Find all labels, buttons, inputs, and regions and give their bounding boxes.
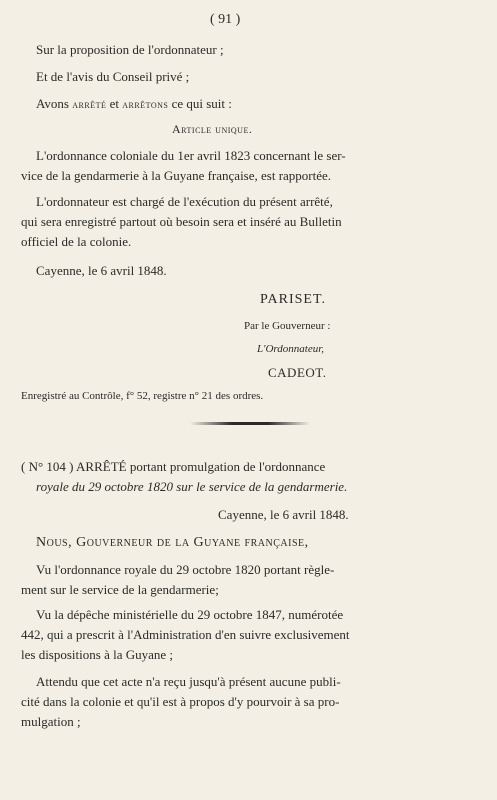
page-number: ( 91 ) — [210, 12, 241, 27]
text-line: ment sur le service de la gendarmerie; — [21, 582, 219, 597]
text-line: officiel de la colonie. — [21, 234, 132, 249]
signer-name: PARISET. — [260, 292, 326, 307]
text-line: L'ordonnateur est chargé de l'exécution du présent arrêté, — [36, 194, 333, 209]
text: arrêtons — [122, 99, 169, 111]
text-line: Vu la dépêche ministérielle du 29 octobre 1847, numérotée — [36, 607, 344, 622]
text-line: qui sera enregistré partout où besoin sera et inséré au Bulletin — [21, 214, 342, 229]
cadeot-signature: CADEOT. — [268, 365, 327, 380]
text-line: Sur la proposition de l'ordonnateur ; — [36, 42, 224, 57]
text-line: 442, qui a prescrit à l'Administration d'en suivre exclusivement — [21, 627, 350, 642]
section-divider — [190, 422, 310, 425]
nous-line: Nous, Gouverneur de la Guyane française, — [36, 535, 309, 550]
section-heading: ( N° 104 ) ARRÊTÉ portant promulgation de l'ordonnance — [21, 459, 326, 474]
text: et — [109, 96, 119, 111]
date-line: Cayenne, le 6 avril 1848. — [218, 507, 349, 522]
text-line: mulgation ; — [21, 714, 81, 729]
text: arrêté — [72, 99, 107, 111]
by-governor-label: Par le Gouverneur : — [244, 320, 331, 332]
ordonnateur-label: L'Ordonnateur, — [257, 343, 325, 355]
text: Avons — [36, 96, 69, 111]
text-line: Attendu que cet acte n'a reçu jusqu'à présent aucune publi- — [36, 674, 341, 689]
resolution-line — [36, 96, 497, 112]
registration-note: Enregistré au Contrôle, f° 52, registre n° 21 des ordres. — [21, 390, 264, 402]
text-line: Et de l'avis du Conseil privé ; — [36, 69, 190, 84]
section-heading: royale du 29 octobre 1820 sur le service de la gendarmerie. — [36, 479, 348, 494]
text-line: L'ordonnance coloniale du 1er avril 1823 concernant le ser- — [36, 148, 346, 163]
text-line: cité dans la colonie et qu'il est à propos d'y pourvoir à sa pro- — [21, 694, 340, 709]
article-heading: Article unique. — [172, 122, 253, 136]
text-line: Vu l'ordonnance royale du 29 octobre 1820 portant règle- — [36, 562, 335, 577]
text-line: vice de la gendarmerie à la Guyane française, est rapportée. — [21, 168, 332, 183]
text: ce qui suit : — [171, 96, 232, 111]
text-line: les dispositions à la Guyane ; — [21, 647, 174, 662]
date-line: Cayenne, le 6 avril 1848. — [36, 263, 167, 278]
